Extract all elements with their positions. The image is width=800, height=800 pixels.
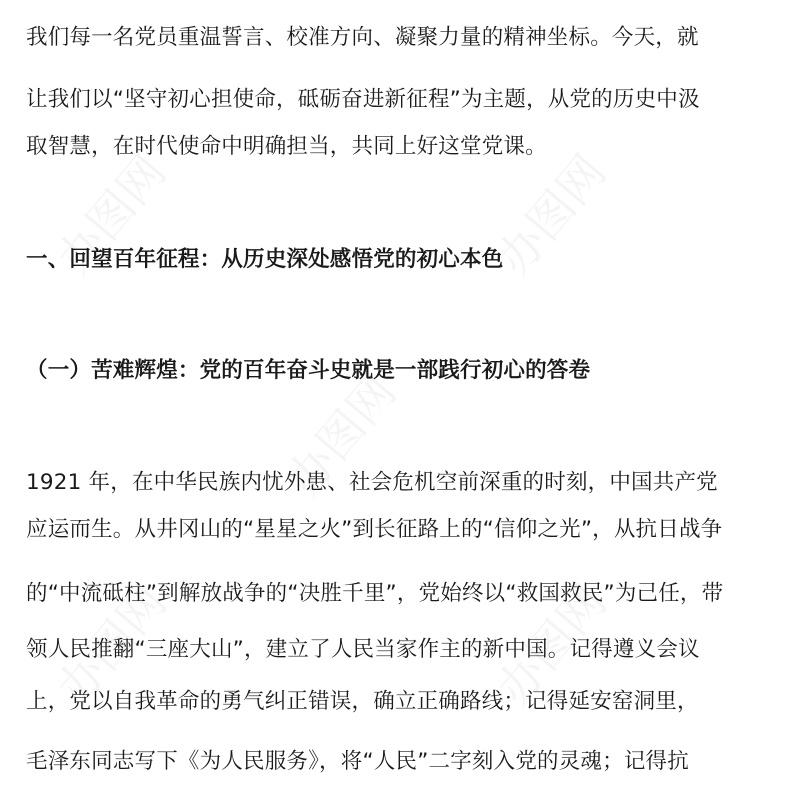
paragraph-line: 1921 年，在中华民族内忧外患、社会危机空前深重的时刻，中国共产党 [26,470,718,495]
paragraph-line: 我们每一名党员重温誓言、校准方向、凝聚力量的精神坐标。今天，就 [26,25,699,50]
paragraph-line: 的“中流砥柱”到解放战争的“决胜千里”，党始终以“救国救民”为己任，带 [26,581,724,606]
paragraph-line: 让我们以“坚守初心担使命，砥砺奋进新征程”为主题，从党的历史中汲 [26,87,700,112]
paragraph-line: 取智慧，在时代使命中明确担当，共同上好这堂党课。 [26,134,547,159]
subsection-heading: （一）苦难辉煌：党的百年奋斗史就是一部践行初心的答卷 [26,358,591,383]
paragraph-line: 上，党以自我革命的勇气纠正错误，确立正确路线；记得延安窑洞里， [26,689,699,714]
paragraph-line: 领人民推翻“三座大山”，建立了人民当家作主的新中国。记得遵义会议 [26,637,700,662]
section-heading: 一、回望百年征程：从历史深处感悟党的初心本色 [26,247,504,272]
paragraph-line: 毛泽东同志写下《为人民服务》，将“人民”二字刻入党的灵魂；记得抗 [26,749,689,774]
paragraph-line: 应运而生。从井冈山的“星星之火”到长征路上的“信仰之光”，从抗日战争 [26,517,723,542]
